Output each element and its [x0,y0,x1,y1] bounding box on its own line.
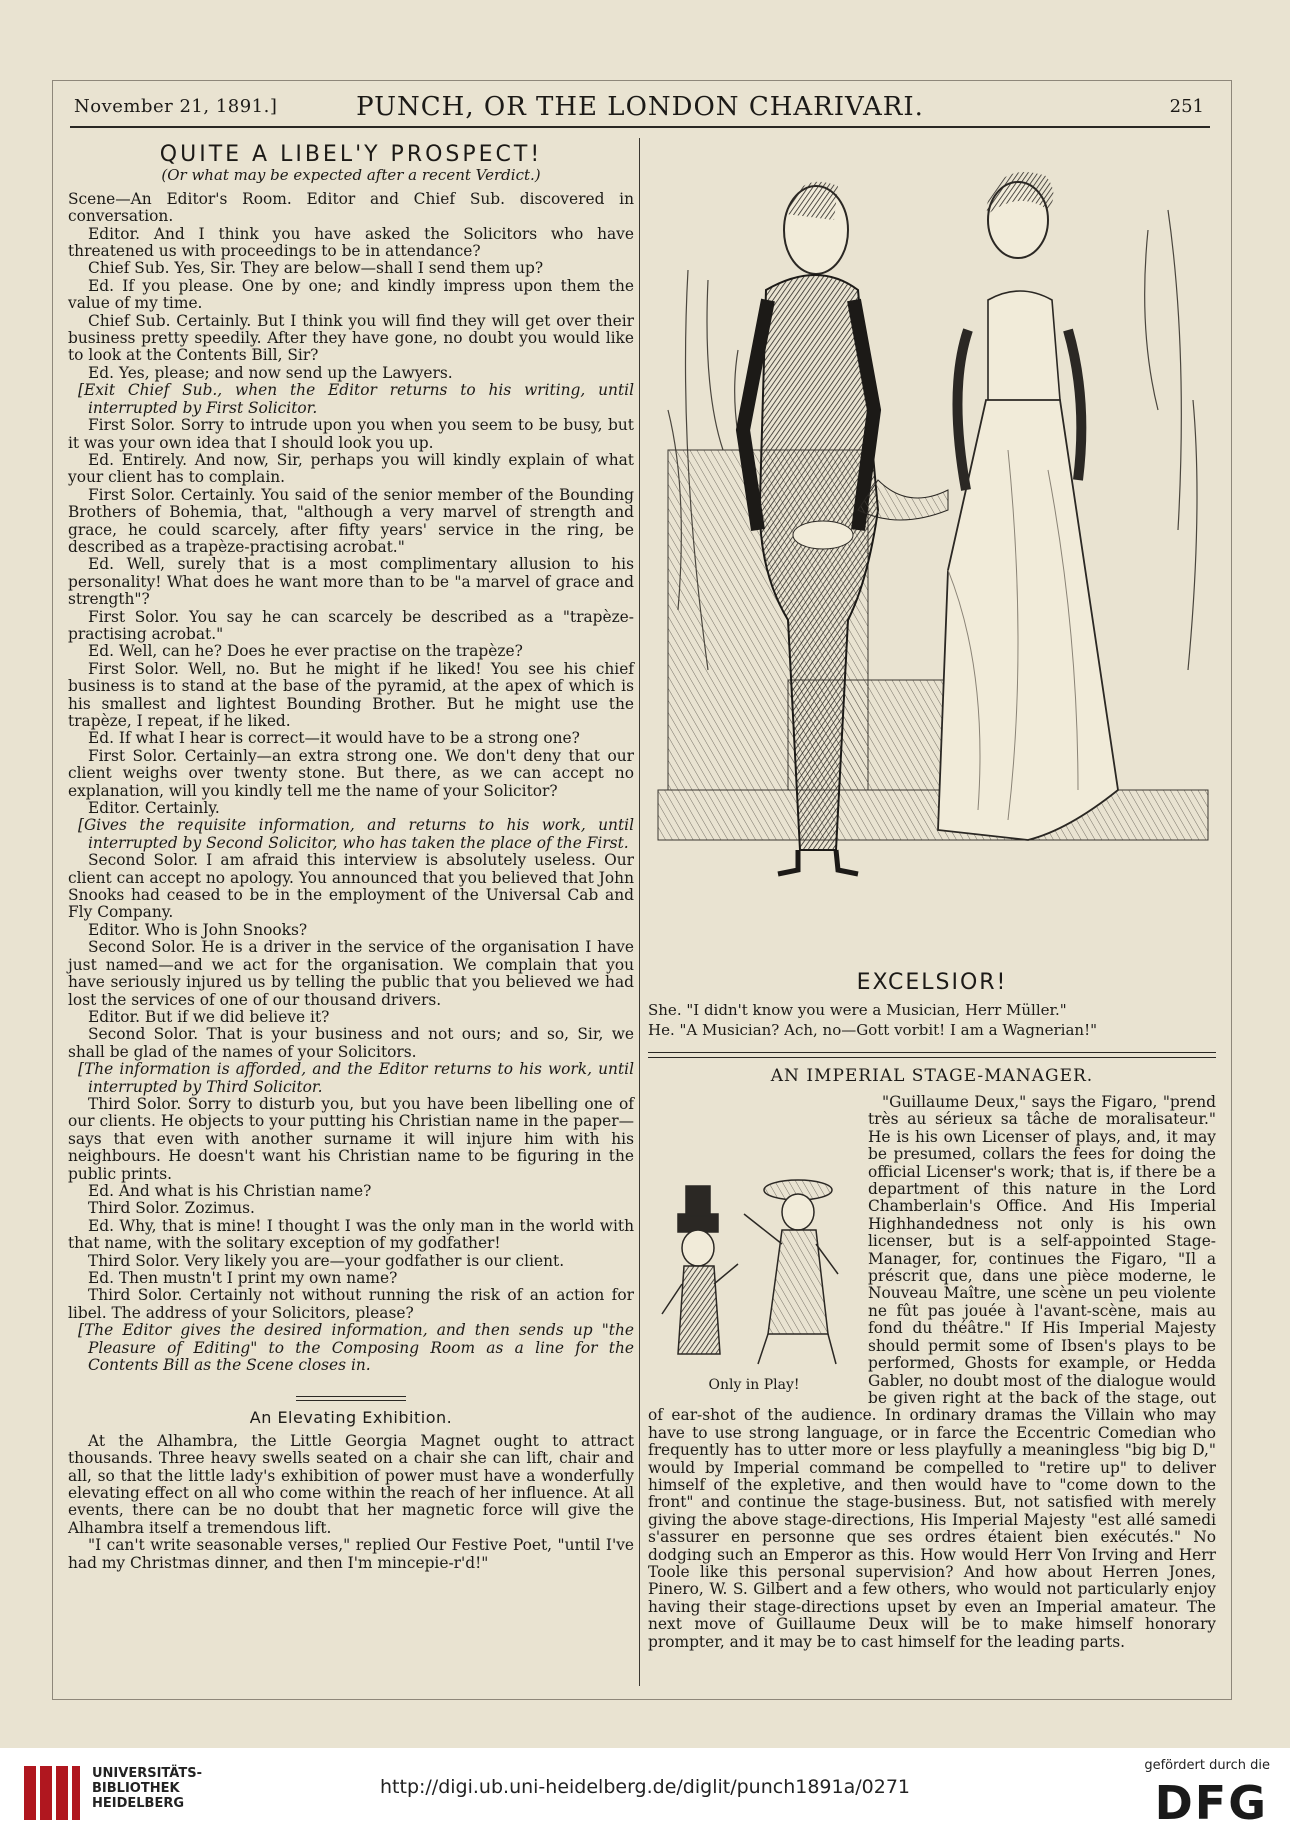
stage-direction: [The Editor gives the desired information, and then sends up "the Pleasure of Editing" to the Composing Room as a line for the Contents Bill as the Scene closes in. [78,1321,634,1375]
excelsior-illustration [648,150,1216,962]
festive-poet-paragraph: "I can't write seasonable verses," replied Our Festive Poet, "until I've had my Christmas dinner, and then I'm mincepie-r'd!" [68,1536,634,1572]
page-header [70,92,1210,128]
dialogue-line: First Solor. Well, no. But he might if he liked! You see his chief business is to stand at the base of the pyramid, at the apex of which is his smallest and lightest Bounding Brother. But he might use the trapèze, I repeat, if he liked. [68,659,634,730]
dialogue-line: Second Solor. That is your business and not ours; and so, Sir, we shall be glad of the names of your Solicitors. [68,1025,634,1061]
page-number: 251 [1169,96,1204,117]
column-divider [639,138,640,1686]
dialogue-line: Second Solor. I am afraid this interview is absolutely useless. Our client can accept no apology. You announced that you believed that John Snooks had ceased to be in the employment of the Universal Cab and Fly Company. [68,851,634,922]
funded-by-text: gefördert durch die [1144,1758,1270,1773]
scene-direction: Scene—An Editor's Room. Editor and Chief Sub. discovered in conversation. [68,189,634,226]
small-cartoon-caption: Only in Play! [708,1376,800,1393]
dialogue-line: Ed. Entirely. And now, Sir, perhaps you will kindly explain of what your client has to complain. [68,450,634,487]
digital-copy-url[interactable]: http://digi.ub.uni-heidelberg.de/diglit/punch1891a/0271 [380,1776,910,1798]
dialogue-line: Editor. And I think you have asked the Solicitors who have threatened us with proceedings to be in attendance? [68,224,634,261]
issue-date: November 21, 1891.] [74,96,278,117]
caption-rule [648,1052,1216,1058]
dialogue-line: Third Solor. Zozimus. [88,1199,255,1218]
article-subtitle: (Or what may be expected after a recent Verdict.) [161,166,541,185]
dialogue-line: Ed. Then mustn't I print my own name? [88,1269,398,1287]
dialogue-line: Ed. Well, surely that is a most complimentary allusion to his personality! What does he want more than to be "a marvel of grace and strength"? [68,555,634,609]
library-name-line3: HEIDELBERG [92,1796,185,1811]
dialogue-line: First Solor. Certainly—an extra strong one. We don't deny that our client weighs over twenty stone. But there, as we can accept no explanation, will you kindly tell me the name of your Solicitor? [68,746,634,800]
library-name-line2: BIBLIOTHEK [92,1781,180,1796]
stage-direction: [Exit Chief Sub., when the Editor returns to his writing, until interrupted by First Solicitor. [78,381,634,417]
dialogue-line: Third Solor. Sorry to disturb you, but you have been libelling one of our clients. He objects to your putting his Christian name in the paper—says that even with another surname it will injure him with his neighbours. He doesn't want his Christian name to be figuring in the public prints. [68,1094,634,1183]
article-body-elevating: At the Alhambra, the Little Georgia Magnet ought to attract thousands. Three heavy swells seated on a chair she can lift, chair and all, so that the little lady's exhibition of power must have a wonderfully elevating effect on all who come within the reach of her influence. At all events, there can be no doubt that her magnetic force will give the Alhambra itself a tremendous lift. [68,1431,634,1537]
dialogue-line: First Solor. Certainly. You said of the senior member of the Bounding Brothers of Bohemia, that, "although a very marvel of strength and grace, he could scarcely, after fifty years' service in the ring, be described as a trapèze-practising acrobat." [68,485,634,556]
dialogue-line: First Solor. Sorry to intrude upon you when you seem to be busy, but it was your own idea that I should look you up. [68,416,634,452]
left-column [68,142,634,1572]
dialogue-line: Ed. If you please. One by one; and kindly impress upon them the value of my time. [68,276,634,313]
dialogue [68,226,634,1375]
dialogue-line: Ed. Yes, please; and now send up the Lawyers. [88,363,453,382]
article-title-libel: QUITE A LIBEL'Y PROSPECT! [159,142,543,167]
dialogue-line: Second Solor. He is a driver in the service of the organisation I have just named—and we act for the organisation. We complain that you have seriously injured us by telling the public that you believed we had lost the services of one of our thousand drivers. [68,938,634,1009]
dialogue-line: Ed. Why, that is mine! I thought I was the only man in the world with that name, with the solitary exception of my godfather! [68,1216,634,1253]
article-body-imperial: "Guillaume Deux," says the Figaro, "prend très au sérieux sa tâche de moralisateur." He is his own Licenser of plays, and, it may be presumed, collars the fees for doing the official Licenser's work; that is, if there be a department of this nature in the Lord Chamberlain's Office. And His Imperial Highhandedness not only is his own licenser, but is a self-appointed Stage-Manager, for, continues the Figaro, "Il a préscrit que, dans une pièce moderne, le Nouveau Maître, une scène un peu violente ne fût pas jouée à l'avant-scène, mais au fond du théâtre." If His Imperial Majesty should permit some of Ibsen's plays to be performed, Ghosts for example, or Hedda Gabler, no doubt most of the dialogue would be given right at the back of the stage, out of ear-shot of the audience. In ordinary dramas the Villain who may have to use strong language, or in farce the Eccentric Comedian who frequently has to utter more or less playfully a meaningless "big big D," would by Imperial command be compelled to "retire up" to deliver himself of the expletive, and then would have to "come down to the front" and continue the stage-business. But, not satisfied with merely giving the above stage-directions, His Imperial Majesty "est allé samedi s'assurer en personne que ses ordres étaient bien exécutés." No dodging such an Emperor as this. How would Herr Von Irving and Herr Toole like this personal supervision? And how about Herren Jones, Pinero, W. S. Gilbert and a few others, who would not particularly enjoy having their stage-directions upset by even an Imperial amateur. The next move of Guillaume Deux will be to make himself honorary prompter, and it may be to cast himself for the leading parts. [648,1093,1216,1651]
dialogue-line: Editor. But if we did believe it? [88,1007,330,1026]
cartoon-dialogue-she: She. "I didn't know you were a Musician, Herr Müller." [648,1001,1067,1019]
dialogue-line: Editor. Who is John Snooks? [88,920,308,939]
stage-direction: [Gives the requisite information, and returns to his work, until interrupted by Second Solicitor, who has taken the place of the First. [78,816,634,852]
library-name-line1: UNIVERSITÄTS- [92,1766,202,1781]
magazine-title: PUNCH, OR THE LONDON CHARIVARI. [356,92,924,122]
article-title-elevating: An Elevating Exhibition. [249,1408,453,1428]
dfg-logo: DFG [1154,1776,1268,1830]
right-column [648,1094,1216,1651]
dialogue-line: Ed. If what I hear is correct—it would have to be a strong one? [88,729,580,748]
stage-direction: [The information is afforded, and the Editor returns to his work, until interrupted by Third Solicitor. [78,1060,634,1096]
dialogue-line: Chief Sub. Yes, Sir. They are below—shall I send them up? [88,259,544,278]
dialogue-line: Third Solor. Very likely you are—your godfather is our client. [88,1251,565,1270]
dialogue-line: Third Solor. Certainly not without running the risk of an action for libel. The address of your Solicitors, please? [68,1286,634,1322]
only-in-play-cartoon [648,1094,860,1394]
section-separator [296,1396,406,1401]
cartoon-dialogue-he: He. "A Musician? Ach, no—Gott vorbit! I am a Wagnerian!" [648,1021,1098,1039]
dialogue-line: First Solor. You say he can scarcely be described as a "trapèze-practising acrobat." [68,607,634,643]
dialogue-line: Ed. Well, can he? Does he ever practise on the trapèze? [88,642,523,661]
dialogue-line: Chief Sub. Certainly. But I think you will find they will get over their business pretty speedily. After they have gone, no doubt you would like to look at the Contents Bill, Sir? [68,311,634,365]
dialogue-line: Editor. Certainly. [88,799,220,818]
article-title-imperial: AN IMPERIAL STAGE-MANAGER. [770,1066,1094,1086]
cartoon-title: EXCELSIOR! [856,970,1008,995]
dialogue-line: Ed. And what is his Christian name? [88,1181,372,1200]
